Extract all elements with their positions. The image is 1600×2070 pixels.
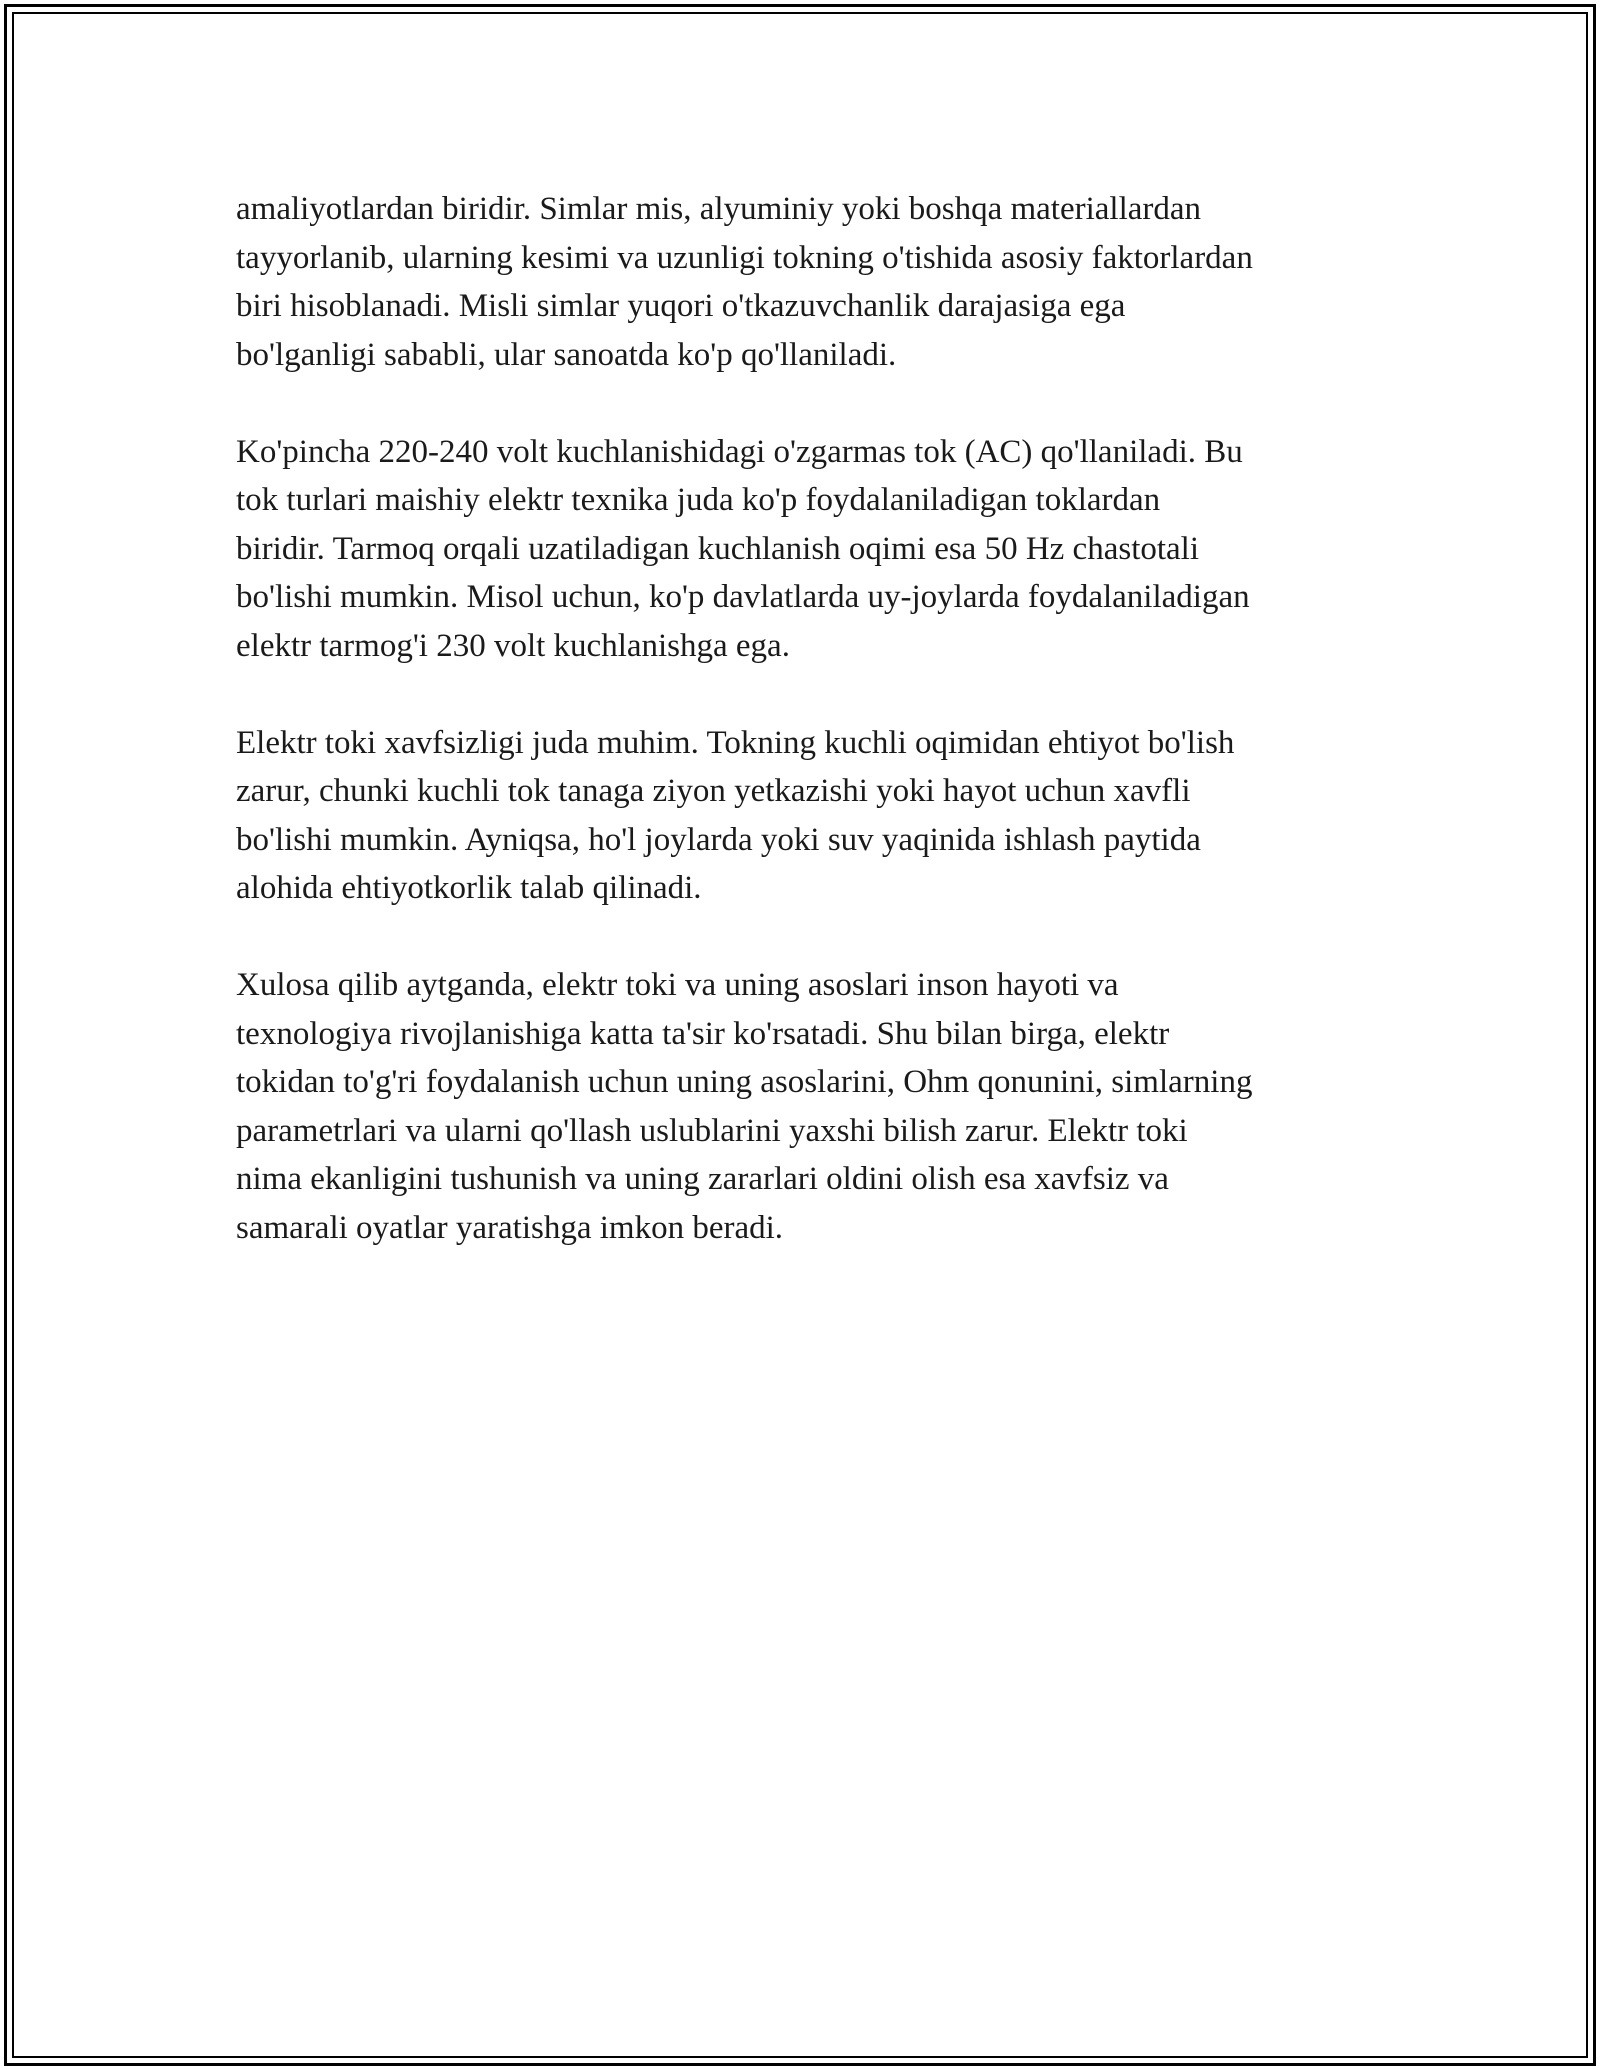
paragraph-wires: amaliyotlardan biridir. Simlar mis, alyuminiy yoki boshqa materiallardan tayyorlanib, ularning kesimi va uzunligi tokning o'tishida asosiy faktorlardan biri hisoblanadi. Misli simlar yuqori o'tkazuvchanlik darajasiga ega bo'lganligi sababli, ular sanoatda ko'p qo'llaniladi. (236, 191, 1253, 373)
document-body (236, 185, 1386, 1301)
paragraph-safety: Elektr toki xavfsizligi juda muhim. Tokning kuchli oqimidan ehtiyot bo'lish zarur, chunki kuchli tok tanaga ziyon yetkazishi yoki hayot uchun xavfli bo'lishi mumkin. Ayniqsa, ho'l joylarda yoki suv yaqinida ishlash paytida alohida ehtiyotkorlik talab qilinadi. (236, 724, 1235, 906)
paragraph-voltage: Ko'pincha 220-240 volt kuchlanishidagi o'zgarmas tok (AC) qo'llaniladi. Bu tok turlari maishiy elektr texnika juda ko'p foydalaniladigan toklardan biridir. Tarmoq orqali uzatiladigan kuchlanish oqimi esa 50 Hz chastotali bo'lishi mumkin. Misol uchun, ko'p davlatlarda uy-joylarda foydalaniladigan elektr tarmog'i 230 volt kuchlanishga ega. (236, 433, 1250, 664)
paragraph-conclusion: Xulosa qilib aytganda, elektr toki va uning asoslari inson hayoti va texnologiya rivojlanishiga katta ta'sir ko'rsatadi. Shu bilan birga, elektr tokidan to'g'ri foydalanish uchun uning asoslarini, Ohm qonunini, simlarning parametrlari va ularni qo'llash uslublarini yaxshi bilish zarur. Elektr toki nima ekanligini tushunish va uning zararlari oldini olish esa xavfsiz va samarali oyatlar yaratishga imkon beradi. (236, 967, 1253, 1246)
